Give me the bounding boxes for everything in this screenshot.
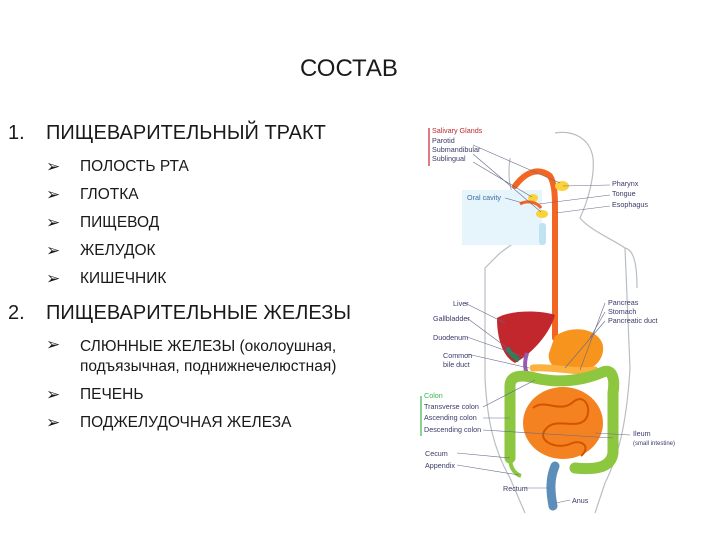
appendix-shape	[510, 458, 521, 476]
list-item: ➢ ПОЛОСТЬ РТА	[46, 153, 189, 181]
arrowhead-bullet-icon: ➢	[46, 385, 61, 404]
label-pharynx: Pharynx	[612, 179, 639, 188]
label-common-bile-duct: Common	[443, 351, 473, 360]
label-sublingual: Sublingual	[432, 154, 466, 163]
label-oral-cavity: Oral cavity	[467, 193, 501, 202]
arrowhead-bullet-icon: ➢	[46, 335, 61, 354]
digestive-tract-list	[46, 153, 189, 293]
list-item: ➢ ПЕЧЕНЬ	[46, 381, 386, 409]
label-gallbladder: Gallbladder	[433, 314, 470, 323]
label-tongue: Tongue	[612, 189, 636, 198]
rectum-shape	[551, 466, 555, 506]
label-submandibular: Submandibular	[432, 145, 481, 154]
section-number: 1.	[8, 122, 25, 144]
arrowhead-bullet-icon: ➢	[46, 213, 61, 232]
label-stomach: Stomach	[608, 307, 637, 316]
label-duodenum: Duodenum	[433, 333, 469, 342]
list-item: ➢ ГЛОТКА	[46, 181, 189, 209]
arrowhead-bullet-icon: ➢	[46, 157, 61, 176]
label-cecum: Cecum	[425, 449, 448, 458]
section-title: ПИЩЕВАРИТЕЛЬНЫЙ ТРАКТ	[46, 122, 326, 144]
trachea-shape	[539, 223, 546, 245]
digestive-system-diagram	[415, 118, 715, 518]
label-anus: Anus	[572, 496, 589, 505]
section-heading-digestive-tract	[8, 122, 326, 145]
label-common-bile-duct: bile duct	[443, 360, 470, 369]
list-item: ➢ ПОДЖЕЛУДОЧНАЯ ЖЕЛЕЗА	[46, 409, 386, 437]
arrowhead-bullet-icon: ➢	[46, 185, 61, 204]
label-ascending-colon: Ascending colon	[424, 413, 477, 422]
label-rectum: Rectum	[503, 484, 528, 493]
label-descending-colon: Descending colon	[424, 425, 482, 434]
small-intestine-shape	[523, 387, 603, 459]
section-title: ПИЩЕВАРИТЕЛЬНЫЕ ЖЕЛЕЗЫ	[46, 302, 352, 324]
label-transverse-colon: Transverse colon	[424, 402, 479, 411]
arrowhead-bullet-icon: ➢	[46, 241, 61, 260]
list-item: ➢ ЖЕЛУДОК	[46, 237, 189, 265]
pancreas-shape	[533, 368, 595, 371]
slide-title: СОСТАВ	[300, 55, 398, 82]
list-item: ➢ КИШЕЧНИК	[46, 265, 189, 293]
label-ileum-note: (small intestine)	[633, 441, 676, 447]
section-number: 2.	[8, 302, 25, 324]
list-item: ➢ СЛЮННЫЕ ЖЕЛЕЗЫ (околоушная, подъязычная, поднижнечелюстная)	[46, 335, 337, 375]
arrowhead-bullet-icon: ➢	[46, 269, 61, 288]
label-esophagus: Esophagus	[612, 200, 648, 209]
arrowhead-bullet-icon: ➢	[46, 413, 61, 432]
label-salivary-glands: Salivary Glands	[432, 126, 483, 135]
list-item: ➢ ПИЩЕВОД	[46, 209, 189, 237]
label-ileum: Ileum	[633, 429, 651, 438]
section-heading-digestive-glands	[8, 302, 351, 325]
label-pancreatic-duct: Pancreatic duct	[608, 316, 658, 325]
label-parotid: Parotid	[432, 136, 455, 145]
digestive-glands-list	[46, 333, 386, 437]
label-colon: Colon	[424, 391, 443, 400]
label-liver: Liver	[453, 299, 469, 308]
submandibular-gland	[536, 210, 548, 218]
label-pancreas: Pancreas	[608, 298, 639, 307]
label-appendix: Appendix	[425, 461, 455, 470]
